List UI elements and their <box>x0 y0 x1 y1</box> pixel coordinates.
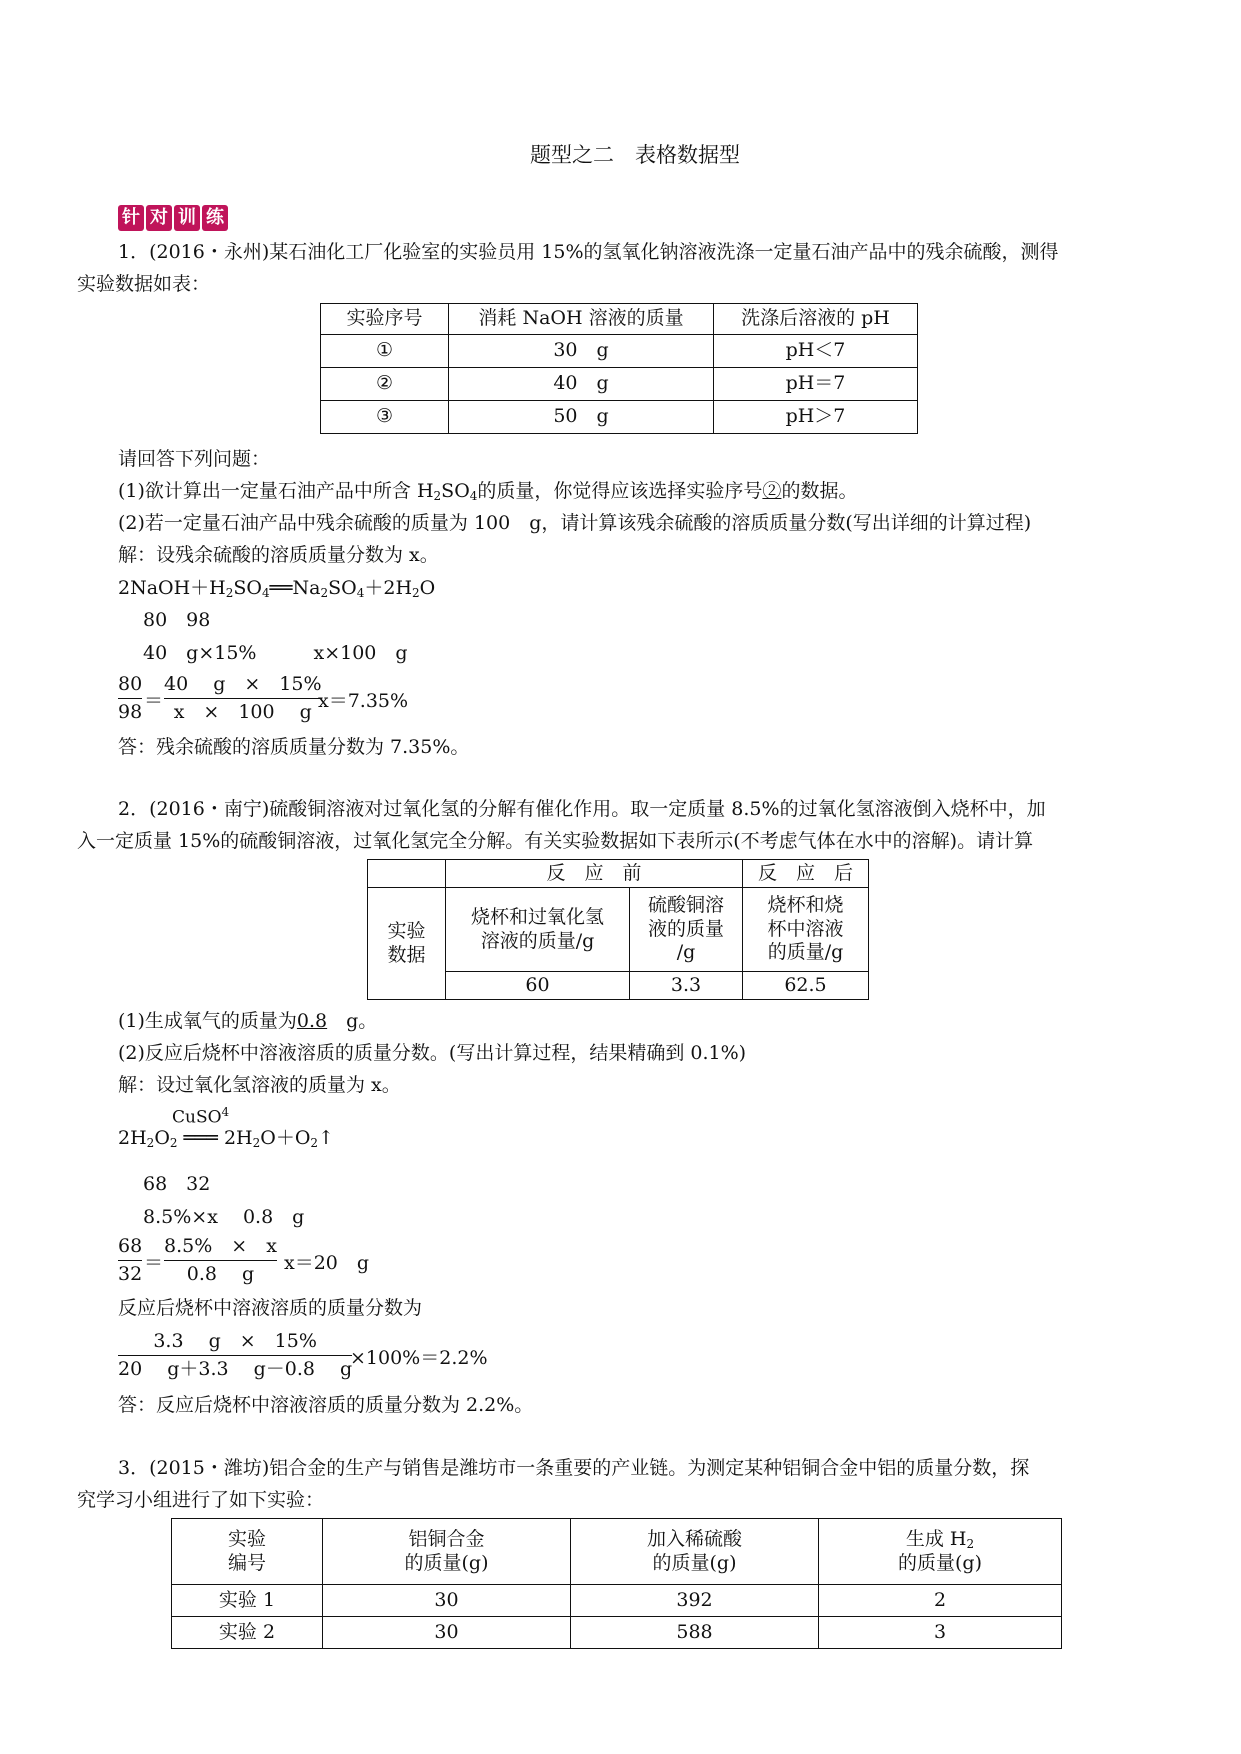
badge-char: 对 <box>146 205 172 231</box>
q1-header-naoh: 消耗 NaOH 溶液的质量 <box>449 304 714 335</box>
q1-header-ph: 洗涤后溶液的 pH <box>714 304 918 335</box>
q1-stem-line2: 实验数据如表： <box>77 273 211 295</box>
q2-header-after: 反 应 后 <box>743 860 869 888</box>
q2-sub1-answer: 0.8 <box>296 1010 328 1032</box>
table-cell: pH＜7 <box>714 335 918 368</box>
q1-solution-intro: 解：设残余硫酸的溶质质量分数为 x。 <box>118 544 439 566</box>
q2-fraction-right: 8.5% × x 0.8 g <box>164 1235 277 1285</box>
q1-equals: ＝ <box>144 690 164 712</box>
q1-fraction-left: 80 98 <box>118 673 143 723</box>
q3-table <box>171 1518 1062 1649</box>
table-cell: ① <box>321 335 449 368</box>
section-title: 题型之二 表格数据型 <box>530 143 740 167</box>
q2-mid-text: 反应后烧杯中溶液溶质的质量分数为 <box>118 1297 423 1319</box>
q2-header-beaker: 烧杯和过氧化氢 溶液的质量/g <box>446 888 630 972</box>
q2-stem-line2: 入一定质量 15%的硫酸铜溶液，过氧化氢完全分解。有关实验数据如下表所示(不考虑气体在水中的溶解)。请计算 <box>77 830 1034 852</box>
practice-badge <box>118 205 228 232</box>
badge-char: 练 <box>202 205 228 231</box>
q2-solution-intro: 解：设过氧化氢溶液的质量为 x。 <box>118 1074 401 1096</box>
table-cell: 40 g <box>449 368 714 401</box>
table-cell: 3 <box>819 1617 1062 1649</box>
table-cell: ② <box>321 368 449 401</box>
table-cell: 392 <box>571 1585 819 1617</box>
q1-stem-line1: 1．(2016・永州)某石油化工厂化验室的实验员用 15%的氢氧化钠溶液洗涤一定量石油产品中的残余硫酸，测得 <box>118 241 1059 263</box>
q1-equation: $2NaOH+H_2SO_4══Na_2SO_4+2H_2O$ <box>118 577 436 600</box>
q1-sub1: (1)欲计算出一定量石油产品中所含 $H_2SO_4$的质量，你觉得应该选择实验序号②的数据。 <box>118 480 858 503</box>
q3-header-acid: 加入稀硫酸 的质量(g) <box>571 1519 819 1585</box>
q2-header-final: 烧杯和烧 杯中溶液 的质量/g <box>743 888 869 972</box>
q2-answer: 答：反应后烧杯中溶液溶质的质量分数为 2.2%。 <box>118 1394 534 1416</box>
q1-table <box>320 303 918 434</box>
q2-sub1: (1)生成氧气的质量为0.8 g。 <box>118 1010 378 1032</box>
q2-stem-line1: 2．(2016・南宁)硫酸铜溶液对过氧化氢的分解有催化作用。取一定质量 8.5%的过氧化氢溶液倒入烧杯中，加 <box>118 798 1046 820</box>
table-cell: 62.5 <box>743 972 869 1000</box>
q2-equation: $2H_2O_2$ ═══ $2H_2O+O_2↑$ <box>118 1127 334 1150</box>
q2-fraction-tail: ×100%＝2.2% <box>350 1347 488 1369</box>
table-cell: 2 <box>819 1585 1062 1617</box>
table-cell: 实验 1 <box>172 1585 323 1617</box>
q3-header-alloy: 铝铜合金 的质量(g) <box>323 1519 571 1585</box>
table-cell: pH＝7 <box>714 368 918 401</box>
q2-catalyst: CuSO$^4$ <box>172 1105 230 1128</box>
q1-prompt: 请回答下列问题： <box>118 448 271 470</box>
q1-result: x＝7.35% <box>318 690 409 712</box>
table-cell: 588 <box>571 1617 819 1649</box>
q2-row-label: 实验 数据 <box>368 888 446 1000</box>
q1-answer: 答：残余硫酸的溶质质量分数为 7.35%。 <box>118 736 470 758</box>
q3-header-id: 实验 编号 <box>172 1519 323 1585</box>
q2-equals: ＝ <box>144 1252 164 1274</box>
q2-table <box>367 859 869 1000</box>
q2-masses: 8.5%×x 0.8 g <box>143 1206 305 1228</box>
q3-stem-line1: 3．(2015・潍坊)铝合金的生产与销售是潍坊市一条重要的产业链。为测定某种铝铜合金中铝的质量分数，探 <box>118 1457 1030 1479</box>
q2-header-cuso4: 硫酸铜溶 液的质量 /g <box>630 888 743 972</box>
q1-masses: 40 g×15% x×100 g <box>143 642 408 664</box>
q2-result: x＝20 g <box>284 1252 370 1274</box>
q1-sub2: (2)若一定量石油产品中残余硫酸的质量为 100 g，请计算该残余硫酸的溶质质量分数(写出详细的计算过程) <box>118 512 1032 534</box>
q2-header-before: 反 应 前 <box>446 860 743 888</box>
q2-fraction-left: 68 32 <box>118 1235 143 1285</box>
q1-sub1-answer: ② <box>762 480 782 502</box>
badge-char: 针 <box>118 205 144 231</box>
table-cell: 30 <box>323 1585 571 1617</box>
q3-stem-line2: 究学习小组进行了如下实验： <box>77 1489 325 1511</box>
table-cell: 实验 2 <box>172 1617 323 1649</box>
table-cell: ③ <box>321 401 449 434</box>
q1-fraction-right: 40 g × 15% x × 100 g <box>164 673 322 723</box>
q2-ratio: 68 32 <box>143 1173 211 1195</box>
table-cell: 60 <box>446 972 630 1000</box>
badge-char: 训 <box>174 205 200 231</box>
table-cell: 50 g <box>449 401 714 434</box>
table-cell: 3.3 <box>630 972 743 1000</box>
table-cell: 30 g <box>449 335 714 368</box>
table-cell: pH＞7 <box>714 401 918 434</box>
q2-fraction-final: 3.3 g × 15% 20 g＋3.3 g－0.8 g <box>118 1330 353 1380</box>
q2-sub2: (2)反应后烧杯中溶液溶质的质量分数。(写出计算过程，结果精确到 0.1%) <box>118 1042 747 1064</box>
table-cell: 30 <box>323 1617 571 1649</box>
q3-header-h2: 生成 $H_2$ 的质量(g) <box>819 1519 1062 1585</box>
q1-header-seq: 实验序号 <box>321 304 449 335</box>
q1-ratio: 80 98 <box>143 609 211 631</box>
